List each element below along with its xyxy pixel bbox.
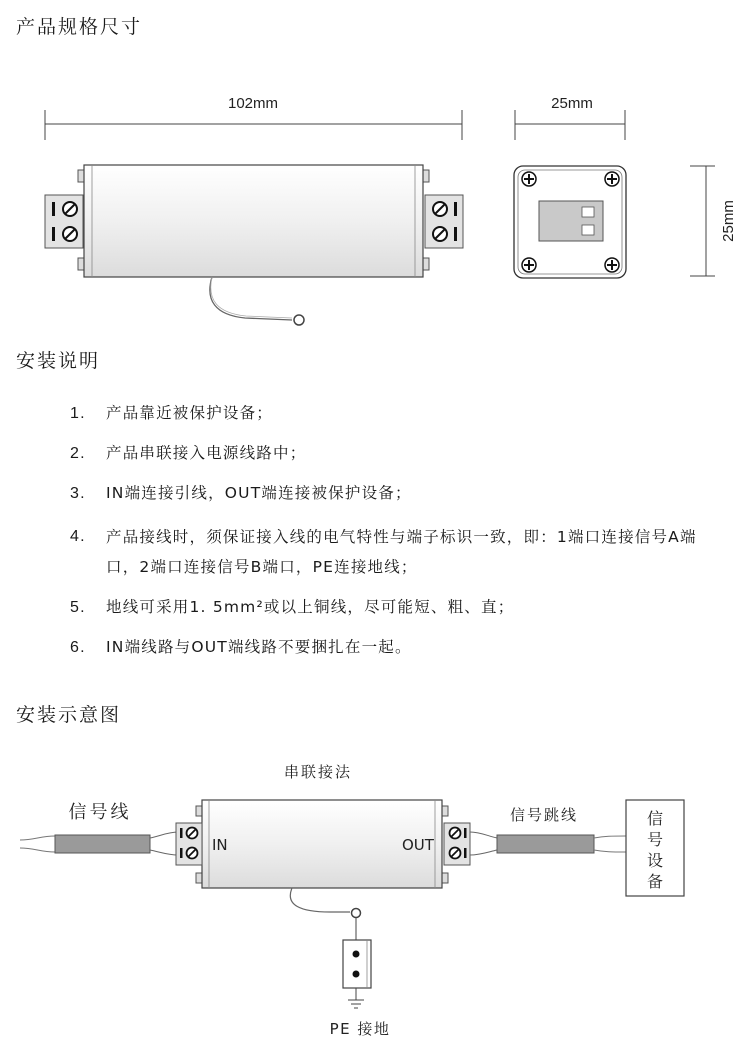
diagram-ground-lug-icon bbox=[352, 909, 361, 918]
install-step bbox=[70, 634, 730, 664]
width-dimension bbox=[515, 95, 625, 140]
length-dimension bbox=[45, 95, 462, 140]
pe-ground-label: PE 接地 bbox=[329, 1020, 391, 1038]
step-number: 6. bbox=[70, 639, 86, 656]
device-label-char: 备 bbox=[646, 872, 664, 891]
install-steps bbox=[70, 400, 730, 664]
out-label: OUT bbox=[402, 836, 434, 854]
step-number: 5. bbox=[70, 599, 86, 616]
install-step bbox=[70, 400, 730, 430]
spec-section-title: 产品规格尺寸 bbox=[16, 16, 143, 38]
step-text: IN端连接引线，OUT端连接被保护设备； bbox=[106, 484, 412, 502]
spec-drawing bbox=[0, 0, 750, 340]
series-connection-label: 串联接法 bbox=[283, 763, 353, 781]
step-text: 地线可采用1. 5mm²或以上铜线，尽可能短、粗、直； bbox=[106, 598, 515, 616]
in-label: IN bbox=[212, 836, 228, 854]
corner-screw-icon bbox=[605, 172, 619, 186]
step-text: 产品串联接入电源线路中； bbox=[106, 444, 307, 462]
in-terminal-block bbox=[176, 823, 202, 865]
ground-lug-icon bbox=[294, 315, 304, 325]
ground-wire bbox=[210, 277, 292, 320]
step-number: 3. bbox=[70, 485, 86, 502]
install-section-title: 安装说明 bbox=[16, 350, 101, 372]
step-text: 产品靠近被保护设备； bbox=[106, 404, 274, 422]
left-terminal-block bbox=[45, 195, 83, 248]
height-label: 25mm bbox=[720, 200, 737, 242]
step-text: IN端线路与OUT端线路不要捆扎在一起。 bbox=[106, 638, 412, 656]
install-step bbox=[70, 522, 730, 580]
signal-device bbox=[626, 800, 684, 896]
corner-screw-icon bbox=[522, 172, 536, 186]
install-step bbox=[70, 440, 730, 470]
out-terminal-block bbox=[444, 823, 470, 865]
jumper-cable bbox=[470, 806, 626, 855]
jumper-label: 信号跳线 bbox=[509, 806, 579, 824]
diagram-ground-wire bbox=[290, 888, 350, 912]
product-end-view bbox=[514, 166, 626, 278]
product-in-diagram bbox=[176, 800, 470, 918]
product-side-view bbox=[45, 165, 463, 325]
step-text: 产品接线时，须保证接入线的电气特性与端子标识一致，即：1端口连接信号A端口，2端口连接信号B端口，PE连接地线； bbox=[106, 528, 697, 576]
corner-screw-icon bbox=[605, 258, 619, 272]
pe-terminal-dot-icon bbox=[353, 971, 360, 978]
step-number: 4. bbox=[70, 528, 86, 545]
right-terminal-block bbox=[425, 195, 463, 248]
signal-line-label: 信号线 bbox=[68, 802, 132, 823]
installation-diagram bbox=[0, 730, 750, 1050]
install-step bbox=[70, 480, 730, 510]
length-label: 102mm bbox=[227, 95, 279, 112]
device-label-char: 信 bbox=[646, 809, 664, 828]
width-label: 25mm bbox=[551, 95, 593, 112]
step-number: 1. bbox=[70, 405, 86, 422]
diagram-section-title: 安装示意图 bbox=[16, 704, 122, 726]
pe-ground-terminal bbox=[330, 917, 391, 1038]
pe-terminal-dot-icon bbox=[353, 951, 360, 958]
height-dimension bbox=[690, 166, 737, 276]
ground-symbol-icon bbox=[348, 1000, 364, 1008]
corner-screw-icon bbox=[522, 258, 536, 272]
signal-cable bbox=[20, 802, 178, 855]
install-step bbox=[70, 594, 730, 624]
step-number: 2. bbox=[70, 445, 86, 462]
device-label-char: 号 bbox=[646, 830, 664, 849]
device-label-char: 设 bbox=[646, 851, 664, 870]
